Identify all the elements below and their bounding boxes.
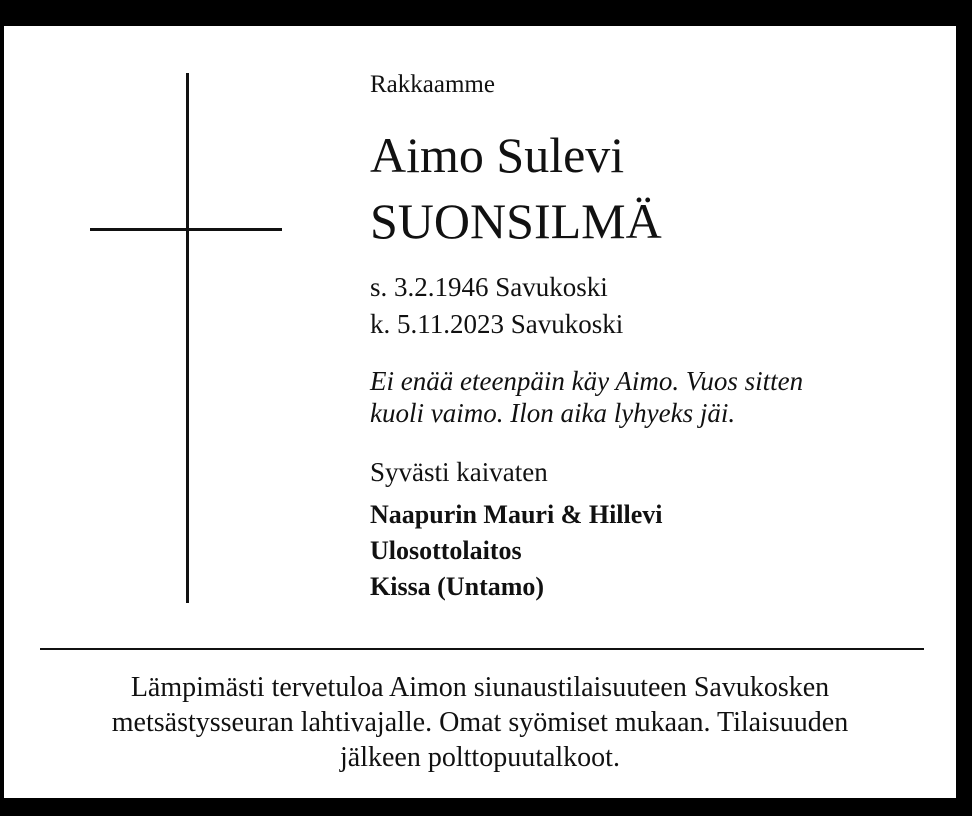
intro-text: Rakkaamme — [370, 71, 495, 98]
mourner-name: Ulosottolaitos — [370, 536, 522, 565]
funeral-invitation-line: jälkeen polttopuutalkoot. — [340, 742, 620, 773]
obituary-notice — [4, 26, 956, 798]
funeral-invitation-line: metsästysseuran lahtivajalle. Omat syömiset mukaan. Tilaisuuden — [111, 707, 849, 738]
cross-horizontal-bar — [90, 228, 282, 231]
verse-line: kuoli vaimo. Ilon aika lyhyeks jäi. — [370, 398, 736, 428]
death-date: k. 5.11.2023 Savukoski — [370, 309, 624, 339]
birth-date: s. 3.2.1946 Savukoski — [370, 272, 608, 302]
deceased-first-names: Aimo Sulevi — [370, 127, 625, 183]
mourning-text: Syvästi kaivaten — [370, 457, 548, 487]
mourner-name: Naapurin Mauri & Hillevi — [370, 500, 663, 529]
funeral-invitation-line: Lämpimästi tervetuloa Aimon siunaustilaisuuteen Savukosken — [130, 672, 830, 703]
cross-vertical-bar — [186, 73, 189, 603]
mourner-name: Kissa (Untamo) — [370, 572, 545, 601]
divider-line — [40, 648, 924, 650]
verse-line: Ei enää eteenpäin käy Aimo. Vuos sitten — [370, 366, 804, 396]
deceased-surname: SUONSILMÄ — [370, 193, 662, 249]
